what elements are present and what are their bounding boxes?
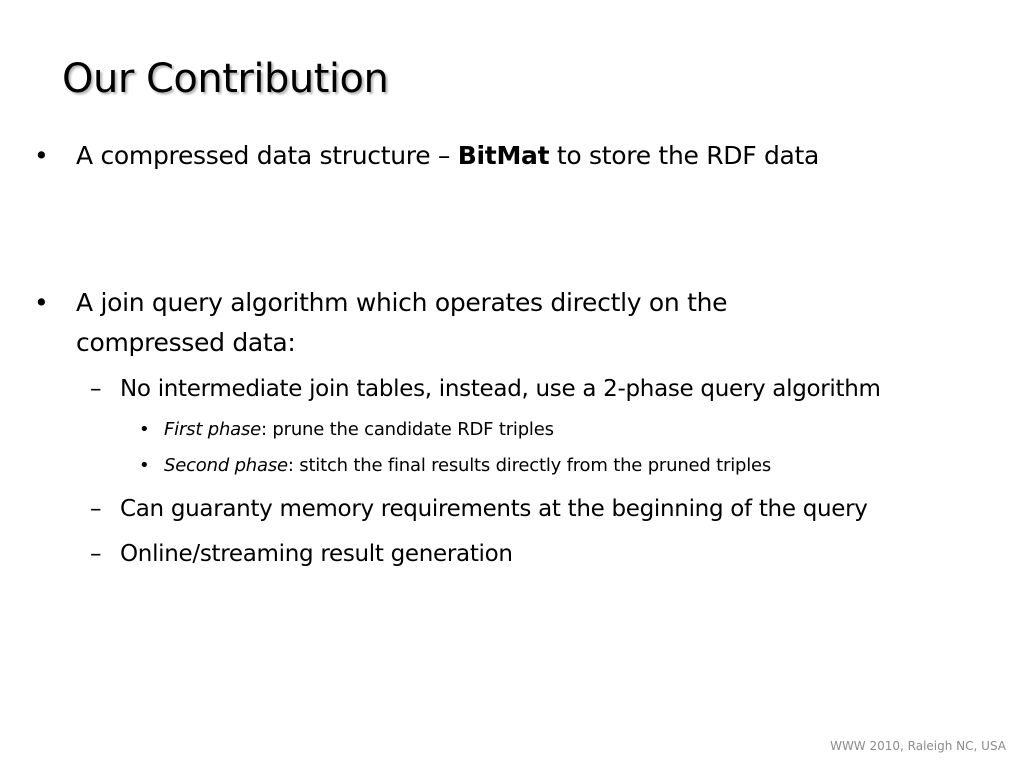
subsubbullet-text: [164, 452, 771, 480]
bullet-marker: •: [139, 419, 150, 440]
bullet-marker: •: [34, 141, 49, 170]
bullet-marker: •: [34, 288, 49, 317]
bitmat-emphasis: BitMat: [457, 141, 550, 170]
second-phase-description: : stitch the final results directly from the pruned triples: [287, 455, 772, 476]
bullet-marker: •: [139, 455, 150, 476]
bullet-text-line2: compressed data:: [76, 328, 296, 357]
bullet-text: [76, 136, 819, 176]
slide-footer: WWW 2010, Raleigh NC, USA: [830, 739, 1006, 753]
subbullet-text: Online/streaming result generation: [120, 541, 513, 567]
dash-marker: –: [90, 496, 102, 522]
bullet-text-suffix: to store the RDF data: [549, 141, 820, 170]
second-phase-label: Second phase: [164, 455, 288, 476]
first-phase-description: : prune the candidate RDF triples: [261, 419, 554, 440]
subbullet-text: Can guaranty memory requirements at the beginning of the query: [120, 496, 868, 522]
bullet-text-line1: A join query algorithm which operates directly on the: [76, 288, 728, 317]
first-phase-label: First phase: [164, 419, 262, 440]
subsubbullet-text: [164, 416, 554, 444]
slide-title: Our Contribution: [62, 56, 389, 102]
dash-marker: –: [90, 376, 102, 402]
dash-marker: –: [90, 541, 102, 567]
subbullet-text: No intermediate join tables, instead, use a 2-phase query algorithm: [120, 376, 881, 402]
bullet-text-prefix: A compressed data structure –: [76, 141, 458, 170]
